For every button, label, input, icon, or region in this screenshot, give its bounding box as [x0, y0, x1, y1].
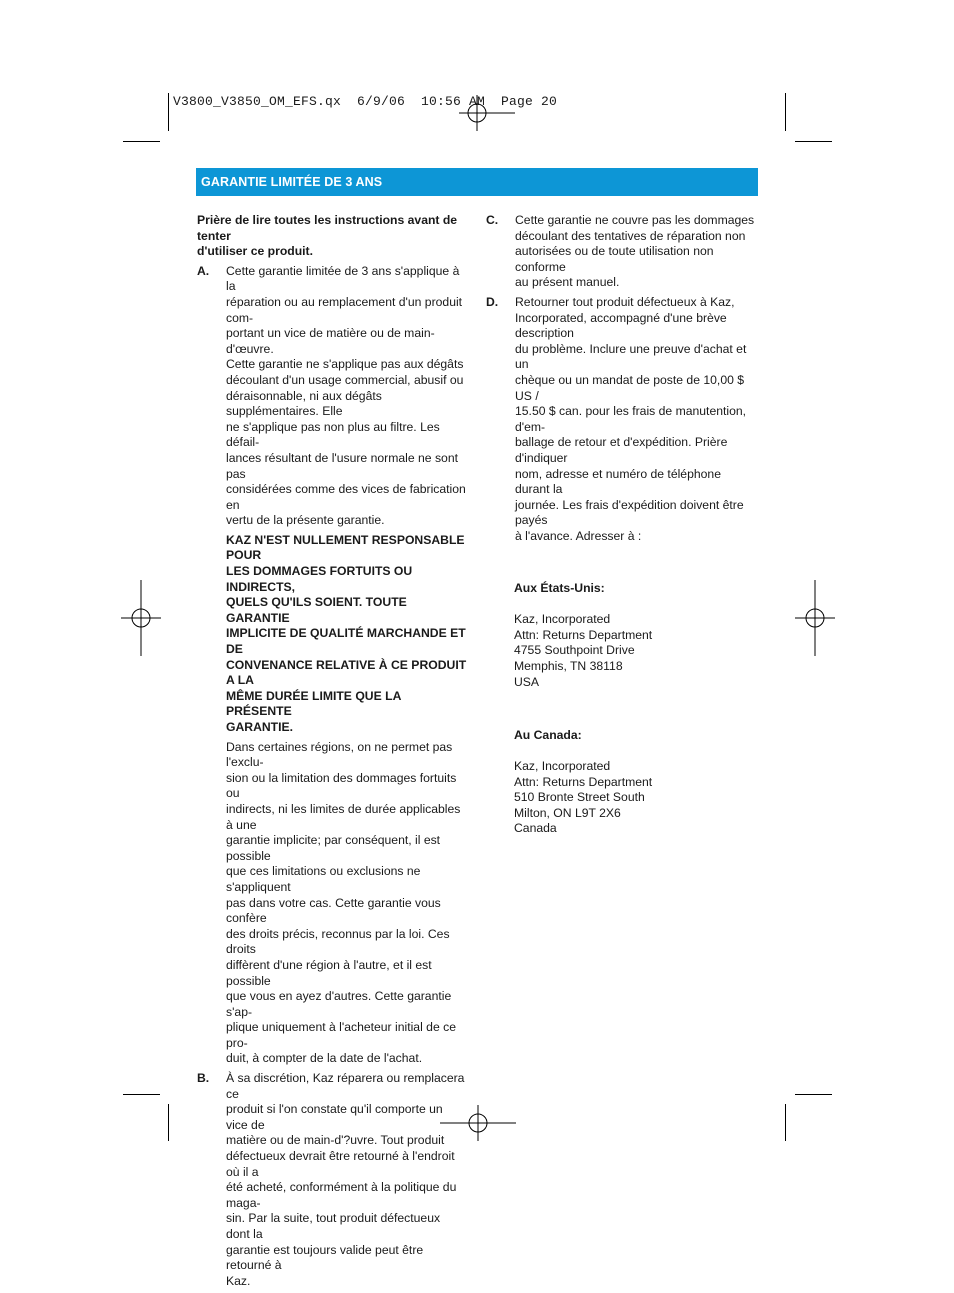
registration-mark-left-icon [121, 580, 161, 656]
address-canada-title: Au Canada: [514, 727, 582, 742]
crop-mark-top-left-vertical [168, 93, 169, 131]
print-slug-line: V3800_V3850_OM_EFS.qx 6/9/06 10:56 AM Page 20 [173, 94, 558, 109]
warranty-clause-d [486, 295, 758, 545]
warranty-clause-c [486, 213, 758, 291]
liability-disclaimer: KAZ N'EST NULLEMENT RESPONSABLE POUR LES DOMMAGES FORTUITS OU INDIRECTS, QUELS QU'ILS SOIENT. TOUTE GARANTIE IMPLICITE DE QUALITÉ MARCHANDE ET DE CONVENANCE RELATIVE À CE PRODUIT A LA MÊME DURÉE LIMITE QUE LA PRÉSENTE GARANTIE. [226, 532, 467, 734]
clause-paragraph: Retourner tout produit défectueux à Kaz, Incorporated, accompagné d'une brève description du problème. Inclure une preuve d'achat et un chèque ou un mandat de poste de 10,00 $ US / 15.50 $ can. pour les frais de manutention, d'em- ballage de retour et d'expédition. Prière d'indiquer nom, adresse et numéro de téléphone durant la journée. Les frais d'expédition doivent être payés à l'avance. Adresser à : [515, 294, 747, 543]
crop-mark-bottom-right-horizontal [795, 1094, 832, 1095]
registration-mark-top-icon [459, 95, 515, 131]
right-column [486, 213, 758, 837]
crop-mark-top-right-vertical [785, 93, 786, 131]
clause-paragraph: À sa discrétion, Kaz réparera ou remplacera ce produit si l'on constate qu'il comporte un vice de matière ou de main-d'?uvre. Tout produit défectueux devrait être retourné à l'endroit où il a été acheté, conformément à la politique du maga- sin. Par la suite, tout produit défectueux dont la garantie est toujours valide peut être retourné à Kaz. [226, 1071, 465, 1288]
crop-mark-top-right-horizontal [795, 141, 832, 142]
crop-mark-bottom-left-vertical [168, 1104, 169, 1141]
address-usa [514, 565, 758, 690]
crop-mark-bottom-left-horizontal [123, 1094, 160, 1095]
address-canada [514, 712, 758, 837]
clause-letter: C. [486, 213, 499, 227]
intro-text: Prière de lire toutes les instructions avant de tenter d'utiliser ce produit. [197, 213, 458, 259]
clause-paragraph: Cette garantie limitée de 3 ans s'applique à la réparation ou au remplacement d'un produit com- portant un vice de matière ou de main-d'œuvre. Cette garantie ne s'applique pas aux dégâts découlant d'un usage commercial, abusif ou déraisonnable, ni aux dégâts supplémentaires. Elle ne s'applique pas non plus au filtre. Les défail- lances résultant de l'usure normale ne sont pas considérées comme des vices de fabrication en vertu de la présente garantie. [226, 263, 466, 528]
left-column [197, 213, 467, 1293]
clause-letter: B. [197, 1071, 210, 1086]
address-canada-lines: Kaz, Incorporated Attn: Returns Department 510 Bronte Street South Milton, ON L9T 2X6 Canada [514, 759, 653, 836]
clause-letter: D. [486, 294, 499, 309]
section-title: GARANTIE LIMITÉE DE 3 ANS [201, 175, 383, 189]
crop-mark-bottom-right-vertical [785, 1104, 786, 1141]
clause-paragraph: Cette garantie ne couvre pas les dommages découlant des tentatives de réparation non autorisées ou de toute utilisation non conforme au présent manuel. [515, 213, 755, 290]
section-header [196, 168, 758, 196]
warranty-clause-b [197, 1071, 467, 1289]
clause-letter: A. [197, 263, 210, 278]
crop-mark-top-left-horizontal [123, 141, 160, 142]
address-usa-title: Aux États-Unis: [514, 581, 605, 596]
warranty-clause-a [197, 264, 467, 1067]
clause-paragraph: Dans certaines régions, on ne permet pas l'exclu- sion ou la limitation des dommages fortuits ou indirects, ni les limites de durée applicables à une garantie implicite; par conséquent, il est possible que ces limitations ou exclusions ne s'appliquent pas dans votre cas. Cette garantie vous confère des droits précis, reconnus par la loi. Ces droits diffèrent d'une région à l'autre, et il est possible que vous en ayez d'autres. Cette garantie s'ap- plique uniquement à l'acheteur initial de ce pro- duit, à compter de la date de l'achat. [226, 739, 461, 1066]
registration-mark-right-icon [795, 580, 835, 656]
address-usa-lines: Kaz, Incorporated Attn: Returns Department 4755 Southpoint Drive Memphis, TN 38118 USA [514, 612, 653, 689]
